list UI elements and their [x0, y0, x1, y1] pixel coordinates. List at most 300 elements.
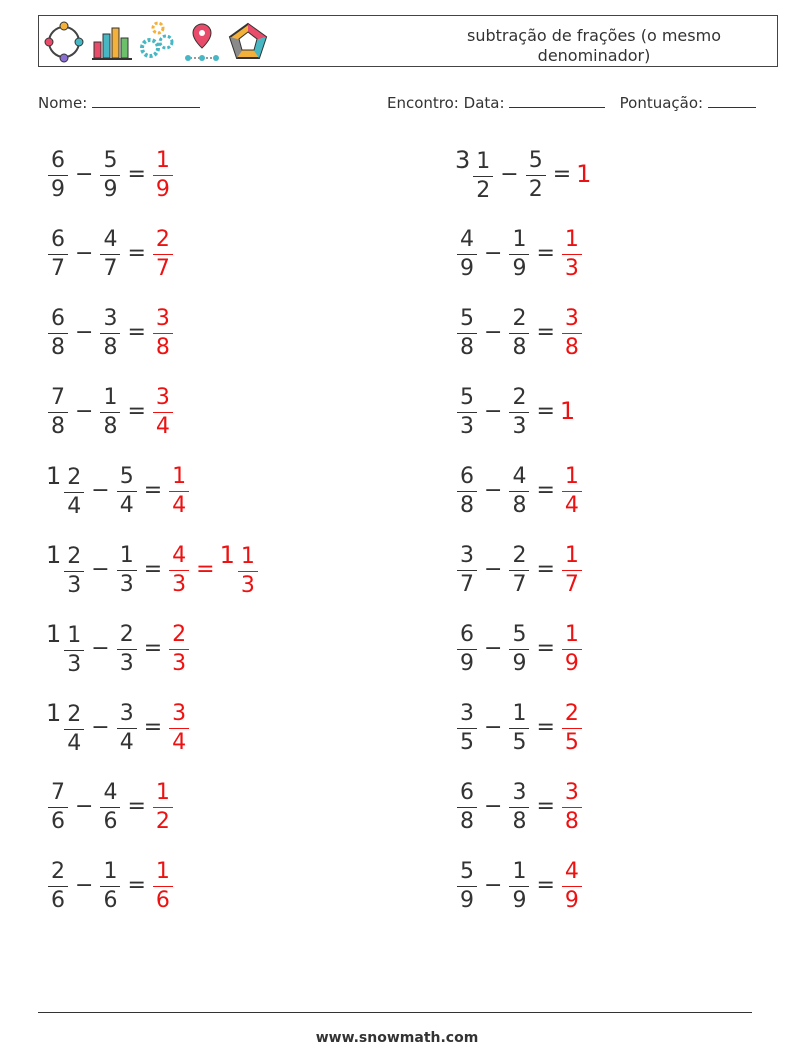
- numerator: 3: [119, 700, 134, 726]
- mixed-number: [455, 859, 479, 912]
- equals-sign: =: [127, 240, 146, 266]
- denominator: 4: [169, 491, 189, 517]
- minus-sign: −: [484, 398, 503, 424]
- mixed-number: [455, 306, 479, 359]
- mixed-number: [151, 306, 175, 359]
- date-blank: [509, 95, 605, 108]
- denominator: 9: [48, 175, 68, 201]
- problem-item: [46, 144, 175, 204]
- numerator: 1: [119, 542, 134, 568]
- fraction: [509, 463, 529, 518]
- numerator: 6: [51, 305, 65, 331]
- mixed-number: [46, 227, 70, 280]
- mixed-number: [115, 464, 139, 517]
- answer: [151, 385, 175, 438]
- fraction: [153, 147, 173, 202]
- denominator: 8: [509, 333, 529, 359]
- numerator: 1: [512, 858, 527, 884]
- equals-sign: =: [536, 477, 555, 503]
- numerator: 2: [51, 858, 65, 884]
- numerator: 2: [67, 465, 82, 490]
- mixed-number: [455, 543, 479, 596]
- fraction: [457, 621, 477, 676]
- mixed-number: [507, 622, 531, 675]
- people-cycle-icon: [42, 20, 86, 64]
- answer: [560, 859, 584, 912]
- minus-sign: −: [75, 240, 94, 266]
- denominator: 9: [562, 649, 582, 675]
- denominator: 3: [64, 650, 84, 676]
- fraction: [153, 226, 173, 281]
- denominator: 8: [153, 333, 173, 359]
- mixed-number: [46, 699, 86, 755]
- fraction: [509, 542, 529, 597]
- denominator: 7: [48, 254, 68, 280]
- denominator: 8: [562, 807, 582, 833]
- minus-sign: −: [484, 793, 503, 819]
- denominator: 8: [100, 412, 120, 438]
- fraction: [457, 700, 477, 755]
- answer: [560, 306, 584, 359]
- fraction: [457, 542, 477, 597]
- problem-item: [46, 302, 175, 362]
- whole-number: 1: [46, 699, 62, 727]
- numerator: 4: [172, 542, 187, 568]
- denominator: 4: [562, 491, 582, 517]
- numerator: 1: [67, 623, 82, 648]
- equals-sign: =: [536, 240, 555, 266]
- footer-site: www.snowmath.com: [315, 1030, 479, 1046]
- denominator: 7: [100, 254, 120, 280]
- name-label: Nome:: [38, 94, 88, 112]
- worksheet-title: subtração de frações (o mesmo denominador): [467, 26, 721, 65]
- denominator: 4: [117, 728, 137, 754]
- equals-sign: =: [143, 635, 163, 661]
- numerator: 4: [512, 463, 527, 489]
- numerator: 1: [564, 226, 579, 252]
- denominator: 5: [457, 728, 477, 754]
- bar-chart-icon: [90, 20, 134, 64]
- fraction: [509, 226, 529, 281]
- numerator: 5: [528, 147, 543, 173]
- mixed-number: [98, 385, 122, 438]
- fraction: [526, 147, 546, 202]
- denominator: 8: [100, 333, 120, 359]
- whole-number: 1: [576, 160, 592, 188]
- problem-item: [455, 776, 584, 836]
- numerator: 1: [103, 384, 118, 410]
- fraction: [562, 779, 582, 834]
- numerator: 1: [172, 463, 187, 489]
- denominator: 9: [509, 254, 529, 280]
- answer: [151, 227, 175, 280]
- mixed-number: [455, 146, 495, 202]
- numerator: 6: [51, 226, 65, 252]
- mixed-number: [46, 306, 70, 359]
- denominator: 5: [509, 728, 529, 754]
- equals-sign: =: [127, 161, 146, 187]
- mixed-number: [46, 859, 70, 912]
- fraction: [48, 384, 68, 439]
- mixed-number: [115, 701, 139, 754]
- minus-sign: −: [75, 319, 94, 345]
- mixed-number: [507, 780, 531, 833]
- numerator: 2: [172, 621, 187, 647]
- date-label: Data:: [463, 94, 505, 112]
- numerator: 3: [155, 305, 170, 331]
- meeting-date-score-fields: [387, 94, 756, 112]
- denominator: 7: [457, 570, 477, 596]
- numerator: 7: [51, 384, 65, 410]
- minus-sign: −: [484, 319, 503, 345]
- fraction: [117, 463, 137, 518]
- equals-sign: =: [143, 556, 163, 582]
- mixed-number: [560, 622, 584, 675]
- numerator: 1: [512, 700, 527, 726]
- fraction: [457, 463, 477, 518]
- mixed-number: [46, 541, 86, 597]
- numerator: 6: [51, 147, 65, 173]
- answer: [167, 541, 260, 597]
- numerator: 1: [512, 226, 527, 252]
- fraction: [117, 542, 137, 597]
- whole-number: 1: [46, 541, 62, 569]
- numerator: 2: [512, 305, 527, 331]
- mixed-number: [220, 541, 260, 597]
- mixed-number: [560, 701, 584, 754]
- fraction: [117, 700, 137, 755]
- denominator: 6: [48, 807, 68, 833]
- equals-sign: =: [536, 872, 555, 898]
- denominator: 3: [169, 570, 189, 596]
- problem-item: [46, 381, 175, 441]
- mixed-number: [151, 385, 175, 438]
- fraction: [562, 305, 582, 360]
- answer: [151, 148, 175, 201]
- equals-sign: =: [536, 793, 555, 819]
- numerator: 1: [564, 463, 579, 489]
- fraction: [562, 463, 582, 518]
- minus-sign: −: [75, 398, 94, 424]
- answer: [560, 701, 584, 754]
- whole-number: 3: [455, 146, 471, 174]
- equals-sign: =: [536, 714, 555, 740]
- mixed-number: [151, 780, 175, 833]
- numerator: 1: [564, 542, 579, 568]
- numerator: 1: [155, 147, 170, 173]
- mixed-number: [560, 780, 584, 833]
- fraction: [48, 147, 68, 202]
- fraction: [509, 858, 529, 913]
- numerator: 1: [240, 544, 255, 569]
- numerator: 5: [460, 858, 474, 884]
- answer: [167, 622, 191, 675]
- denominator: 2: [473, 176, 493, 202]
- denominator: 7: [153, 254, 173, 280]
- denominator: 6: [100, 807, 120, 833]
- denominator: 9: [153, 175, 173, 201]
- mixed-number: [167, 622, 191, 675]
- minus-sign: −: [484, 872, 503, 898]
- denominator: 3: [169, 649, 189, 675]
- minus-sign: −: [91, 635, 110, 661]
- score-blank: [708, 95, 756, 108]
- numerator: 3: [103, 305, 118, 331]
- numerator: 1: [155, 779, 170, 805]
- problem-item: [46, 460, 191, 520]
- denominator: 3: [562, 254, 582, 280]
- fraction: [509, 384, 529, 439]
- numerator: 1: [564, 621, 579, 647]
- numerator: 2: [155, 226, 170, 252]
- minus-sign: −: [91, 477, 110, 503]
- fraction: [562, 226, 582, 281]
- equals-sign: =: [143, 477, 163, 503]
- answer: [560, 543, 584, 596]
- denominator: 4: [64, 729, 84, 755]
- denominator: 9: [457, 649, 477, 675]
- numerator: 3: [172, 700, 187, 726]
- mixed-number: [507, 859, 531, 912]
- minus-sign: −: [484, 477, 503, 503]
- denominator: 8: [457, 333, 477, 359]
- fraction: [473, 151, 493, 202]
- whole-number: 1: [559, 397, 576, 425]
- fraction: [48, 858, 68, 913]
- fraction: [509, 700, 529, 755]
- fraction: [457, 305, 477, 360]
- fraction: [457, 226, 477, 281]
- footer-divider: [38, 1012, 752, 1013]
- denominator: 7: [562, 570, 582, 596]
- mixed-number: [115, 543, 139, 596]
- problem-item: [455, 302, 584, 362]
- denominator: 9: [457, 254, 477, 280]
- equals-sign: =: [536, 398, 555, 424]
- problem-item: [455, 855, 584, 915]
- minus-sign: −: [75, 872, 94, 898]
- fraction: [64, 546, 84, 597]
- denominator: 4: [153, 412, 173, 438]
- fraction: [100, 147, 120, 202]
- header-icons: [42, 20, 270, 64]
- numerator: 6: [460, 621, 474, 647]
- mixed-number: [507, 385, 531, 438]
- denominator: 3: [64, 571, 84, 597]
- answer: [576, 160, 592, 188]
- mixed-number: [98, 780, 122, 833]
- mixed-number: [151, 227, 175, 280]
- denominator: 4: [169, 728, 189, 754]
- equals-sign: =: [127, 319, 146, 345]
- numerator: 2: [564, 700, 579, 726]
- fraction: [48, 226, 68, 281]
- name-field: [38, 94, 200, 112]
- problem-item: [46, 776, 175, 836]
- fraction: [153, 779, 173, 834]
- fraction: [562, 542, 582, 597]
- fraction: [509, 305, 529, 360]
- minus-sign: −: [484, 635, 503, 661]
- numerator: 3: [460, 542, 474, 568]
- numerator: 5: [103, 147, 118, 173]
- denominator: 5: [562, 728, 582, 754]
- denominator: 2: [153, 807, 173, 833]
- mixed-number: [576, 160, 592, 188]
- minus-sign: −: [91, 714, 110, 740]
- minus-sign: −: [75, 161, 94, 187]
- denominator: 9: [562, 886, 582, 912]
- fraction: [169, 463, 189, 518]
- fraction: [48, 305, 68, 360]
- equals-sign: =: [196, 556, 215, 582]
- mixed-number: [524, 148, 548, 201]
- numerator: 3: [460, 700, 474, 726]
- denominator: 9: [509, 886, 529, 912]
- denominator: 8: [48, 333, 68, 359]
- numerator: 3: [564, 305, 579, 331]
- mixed-number: [167, 543, 191, 596]
- mixed-number: [455, 385, 479, 438]
- denominator: 8: [457, 807, 477, 833]
- equals-sign: =: [127, 793, 146, 819]
- problem-item: [46, 697, 191, 757]
- denominator: 3: [117, 649, 137, 675]
- denominator: 3: [117, 570, 137, 596]
- problem-item: [455, 539, 584, 599]
- numerator: 5: [512, 621, 527, 647]
- fraction: [562, 700, 582, 755]
- mixed-number: [455, 464, 479, 517]
- fraction: [562, 858, 582, 913]
- numerator: 2: [67, 544, 82, 569]
- minus-sign: −: [91, 556, 110, 582]
- mixed-number: [560, 543, 584, 596]
- fraction: [169, 621, 189, 676]
- answer: [560, 227, 584, 280]
- answer: [560, 622, 584, 675]
- numerator: 4: [460, 226, 474, 252]
- fraction: [100, 384, 120, 439]
- numerator: 2: [119, 621, 134, 647]
- location-pin-icon: [182, 20, 222, 64]
- mixed-number: [560, 397, 576, 425]
- numerator: 5: [460, 305, 474, 331]
- name-blank: [92, 95, 200, 108]
- fraction: [64, 704, 84, 755]
- fraction: [100, 305, 120, 360]
- minus-sign: −: [484, 714, 503, 740]
- problem-item: [46, 618, 191, 678]
- meeting-label: Encontro:: [387, 94, 459, 112]
- score-label: Pontuação:: [619, 94, 704, 112]
- denominator: 6: [100, 886, 120, 912]
- worksheet-header: [38, 15, 778, 67]
- minus-sign: −: [484, 240, 503, 266]
- mixed-number: [98, 227, 122, 280]
- fraction: [238, 546, 258, 597]
- fraction: [562, 621, 582, 676]
- fraction: [100, 779, 120, 834]
- denominator: 4: [64, 492, 84, 518]
- mixed-number: [46, 780, 70, 833]
- denominator: 3: [238, 571, 258, 597]
- whole-number: 1: [219, 541, 235, 569]
- fraction: [153, 384, 173, 439]
- numerator: 3: [155, 384, 170, 410]
- denominator: 4: [117, 491, 137, 517]
- answer: [151, 780, 175, 833]
- fraction: [100, 858, 120, 913]
- mixed-number: [507, 701, 531, 754]
- numerator: 3: [512, 779, 527, 805]
- problem-item: [455, 460, 584, 520]
- denominator: 8: [457, 491, 477, 517]
- whole-number: 1: [46, 620, 62, 648]
- fraction: [169, 542, 189, 597]
- denominator: 7: [509, 570, 529, 596]
- numerator: 2: [512, 384, 527, 410]
- denominator: 8: [48, 412, 68, 438]
- problem-item: [455, 618, 584, 678]
- mixed-number: [560, 464, 584, 517]
- denominator: 6: [153, 886, 173, 912]
- problem-item: [46, 539, 260, 599]
- fraction: [64, 625, 84, 676]
- denominator: 2: [526, 175, 546, 201]
- mixed-number: [46, 148, 70, 201]
- fraction: [457, 384, 477, 439]
- fraction: [64, 467, 84, 518]
- problem-item: [455, 381, 576, 441]
- numerator: 4: [564, 858, 579, 884]
- numerator: 6: [460, 779, 474, 805]
- numerator: 5: [460, 384, 474, 410]
- minus-sign: −: [75, 793, 94, 819]
- mixed-number: [98, 859, 122, 912]
- mixed-number: [507, 543, 531, 596]
- equals-sign: =: [127, 398, 146, 424]
- problem-item: [455, 223, 584, 283]
- fraction: [509, 621, 529, 676]
- equals-sign: =: [536, 635, 555, 661]
- fraction: [153, 305, 173, 360]
- answer: [560, 780, 584, 833]
- numerator: 2: [67, 702, 82, 727]
- mixed-number: [98, 148, 122, 201]
- problem-item: [46, 223, 175, 283]
- numerator: 2: [512, 542, 527, 568]
- denominator: 3: [457, 412, 477, 438]
- numerator: 1: [476, 149, 491, 174]
- mixed-number: [46, 385, 70, 438]
- numerator: 3: [564, 779, 579, 805]
- fraction: [117, 621, 137, 676]
- fraction: [457, 858, 477, 913]
- denominator: 9: [100, 175, 120, 201]
- fraction: [509, 779, 529, 834]
- equals-sign: =: [143, 714, 163, 740]
- minus-sign: −: [484, 556, 503, 582]
- mixed-number: [560, 227, 584, 280]
- denominator: 9: [457, 886, 477, 912]
- problem-item: [455, 144, 592, 204]
- gears-icon: [138, 20, 178, 64]
- numerator: 4: [103, 226, 118, 252]
- mixed-number: [151, 148, 175, 201]
- equals-sign: =: [536, 319, 555, 345]
- mixed-number: [46, 462, 86, 518]
